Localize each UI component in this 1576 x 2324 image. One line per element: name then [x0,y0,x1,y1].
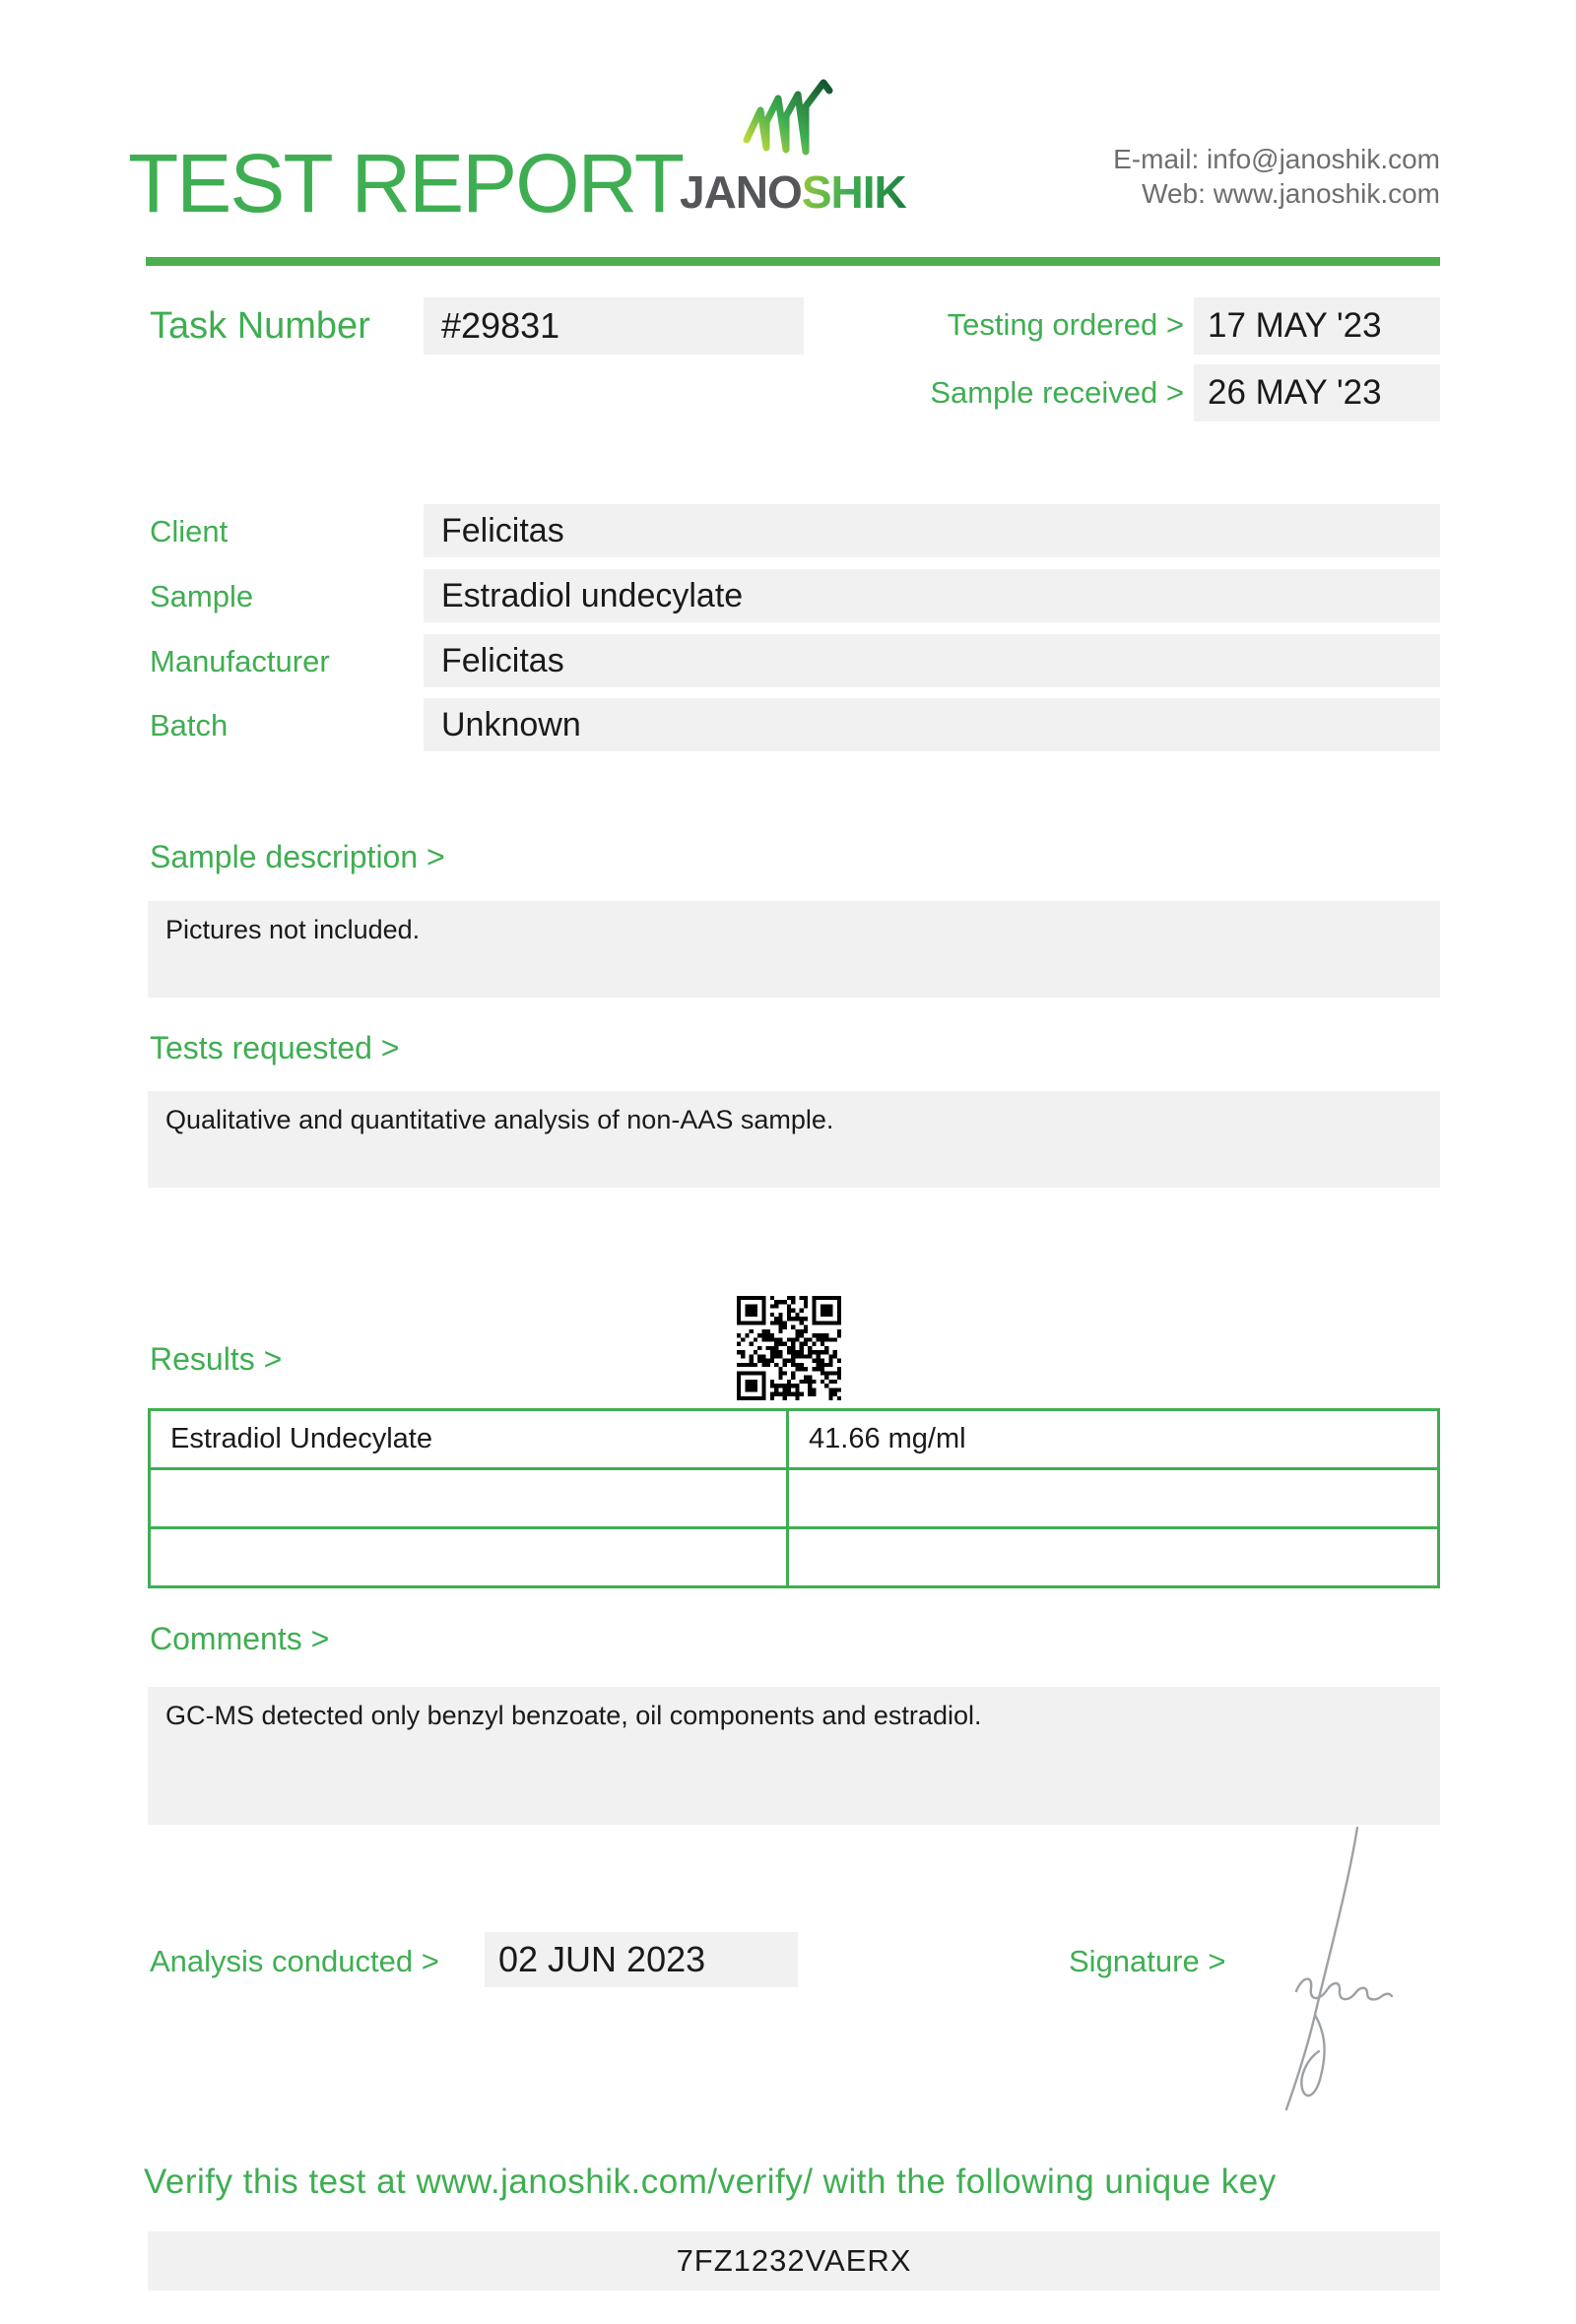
result-substance-cell [150,1528,788,1587]
sample-description-heading: Sample description > [150,839,445,874]
sample-field [424,569,1440,622]
trend-peaks-icon [741,77,835,160]
sample-received-value: 26 MAY '23 [1208,373,1382,412]
result-value-cell [788,1469,1439,1528]
sample-received-label: Sample received > [930,375,1184,410]
testing-ordered-label: Testing ordered > [947,307,1184,342]
task-number-label: Task Number [150,305,370,347]
manufacturer-field [424,634,1440,687]
verify-key-value: 7FZ1232VAERX [676,2243,912,2278]
batch-field [424,698,1440,751]
logo-jano: JANO [680,166,802,218]
comments-box [148,1687,1440,1825]
results-table [148,1408,1440,1588]
tests-requested-text: Qualitative and quantitative analysis of non-AAS sample. [165,1105,834,1134]
tests-requested-box [148,1091,1440,1188]
result-substance-cell [150,1469,788,1528]
analysis-conducted-label: Analysis conducted > [150,1944,439,1978]
sample-received-field [1194,364,1440,421]
tests-requested-heading: Tests requested > [150,1030,400,1065]
client-field [424,504,1440,557]
sample-value: Estradiol undecylate [441,577,744,614]
logo-wordmark [680,165,906,219]
analysis-date-field [485,1932,798,1987]
testing-ordered-value: 17 MAY '23 [1208,306,1382,345]
testing-ordered-field [1194,297,1440,355]
contact-email: E-mail: info@janoshik.com [1113,144,1440,174]
result-value-cell [788,1528,1439,1587]
task-number-value: #29831 [441,305,560,346]
analysis-date-value: 02 JUN 2023 [498,1939,706,1979]
handwritten-signature [1263,1822,1406,2115]
manufacturer-label: Manufacturer [150,644,330,678]
manufacturer-value: Felicitas [441,642,564,679]
table-row [150,1410,1439,1469]
comments-text: GC-MS detected only benzyl benzoate, oil components and estradiol. [165,1701,982,1730]
sample-description-text: Pictures not included. [165,915,421,944]
janoshik-logo [680,77,906,219]
client-label: Client [150,514,229,549]
page-title: TEST REPORT [128,137,684,229]
batch-label: Batch [150,708,229,742]
table-row [150,1469,1439,1528]
result-substance-cell: Estradiol Undecylate [150,1410,788,1469]
contact-web: Web: www.janoshik.com [1142,178,1440,209]
header-divider [146,257,1440,266]
qr-code [737,1296,841,1400]
logo-shik: SHIK [801,166,906,218]
client-value: Felicitas [441,512,564,549]
results-heading: Results > [150,1341,283,1377]
signature-label: Signature > [1069,1944,1226,1978]
table-row [150,1528,1439,1587]
result-value-cell: 41.66 mg/ml [788,1410,1439,1469]
comments-heading: Comments > [150,1621,330,1656]
verify-key-field [148,2231,1440,2291]
task-number-field [424,297,804,355]
verify-instruction: Verify this test at www.janoshik.com/verify/ with the following unique key [144,2163,1277,2201]
sample-description-box [148,901,1440,998]
sample-label: Sample [150,579,254,613]
batch-value: Unknown [441,706,581,743]
contact-info [1113,142,1440,211]
